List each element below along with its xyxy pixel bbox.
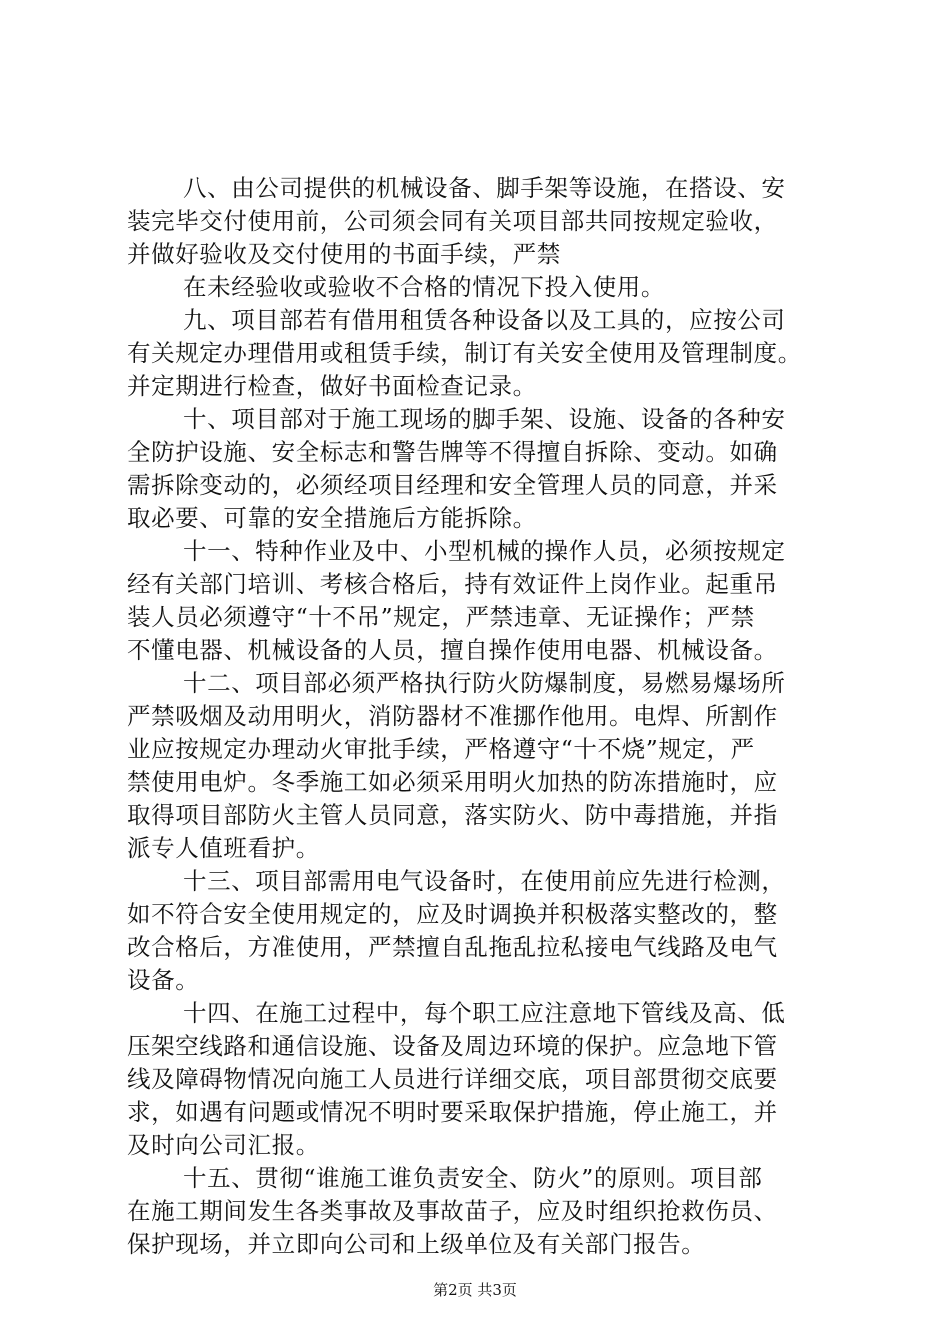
- page-number: 第2页 共3页: [433, 1281, 517, 1299]
- text-line: 十一、特种作业及中、小型机械的操作人员，必须按规定: [183, 537, 786, 565]
- text-line: 取得项目部防火主管人员同意，落实防火、防中毒措施，并指: [127, 801, 778, 829]
- text-line: 需拆除变动的，必须经项目经理和安全管理人员的同意，并采: [127, 471, 778, 499]
- text-line: 改合格后，方准使用，严禁擅自乱拖乱拉私接电气线路及电气: [127, 933, 778, 961]
- text-line: 在施工期间发生各类事故及事故苗子，应及时组织抢救伤员、: [127, 1197, 778, 1225]
- text-line: 保护现场，并立即向公司和上级单位及有关部门报告。: [127, 1230, 706, 1258]
- text-line: 经有关部门培训、考核合格后，持有效证件上岗作业。起重吊: [127, 570, 778, 598]
- text-line: 八、由公司提供的机械设备、脚手架等设施，在搭设、安: [183, 174, 786, 202]
- text-line: 十四、在施工过程中，每个职工应注意地下管线及高、低: [183, 999, 786, 1027]
- text-line: 十、项目部对于施工现场的脚手架、设施、设备的各种安: [183, 405, 786, 433]
- text-line: 并做好验收及交付使用的书面手续，严禁: [127, 240, 561, 268]
- text-line: 十五、贯彻“谁施工谁负责安全、防火”的原则。项目部: [183, 1164, 763, 1192]
- text-line: 装完毕交付使用前，公司须会同有关项目部共同按规定验收，: [127, 207, 778, 235]
- text-line: 派专人值班看护。: [127, 834, 320, 862]
- text-line: 十二、项目部必须严格执行防火防爆制度，易燃易爆场所: [183, 669, 786, 697]
- text-line: 求，如遇有问题或情况不明时要采取保护措施，停止施工，并: [127, 1098, 778, 1126]
- text-line: 有关规定办理借用或租赁手续，制订有关安全使用及管理制度。: [127, 339, 802, 367]
- text-line: 不懂电器、机械设备的人员，擅自操作使用电器、机械设备。: [127, 636, 778, 664]
- text-line: 设备。: [127, 966, 200, 994]
- text-line: 线及障碍物情况向施工人员进行详细交底，项目部贯彻交底要: [127, 1065, 778, 1093]
- text-line: 压架空线路和通信设施、设备及周边环境的保护。应急地下管: [127, 1032, 778, 1060]
- text-line: 禁使用电炉。冬季施工如必须采用明火加热的防冻措施时，应: [127, 768, 778, 796]
- text-line: 装人员必须遵守“十不吊”规定，严禁违章、无证操作；严禁: [127, 603, 755, 631]
- text-line: 取必要、可靠的安全措施后方能拆除。: [127, 504, 537, 532]
- text-line: 严禁吸烟及动用明火，消防器材不准挪作他用。电焊、所割作: [127, 702, 778, 730]
- text-line: 并定期进行检查，做好书面检查记录。: [127, 372, 537, 400]
- text-line: 全防护设施、安全标志和警告牌等不得擅自拆除、变动。如确: [127, 438, 778, 466]
- text-line: 业应按规定办理动火审批手续，严格遵守“十不烧”规定，严: [127, 735, 755, 763]
- text-line: 九、项目部若有借用租赁各种设备以及工具的，应按公司: [183, 306, 786, 334]
- text-line: 及时向公司汇报。: [127, 1131, 320, 1159]
- text-line: 十三、项目部需用电气设备时，在使用前应先进行检测，: [183, 867, 786, 895]
- text-line: 如不符合安全使用规定的，应及时调换并积极落实整改的，整: [127, 900, 778, 928]
- document-body: [127, 172, 837, 1261]
- text-line: 在未经验收或验收不合格的情况下投入使用。: [183, 273, 665, 301]
